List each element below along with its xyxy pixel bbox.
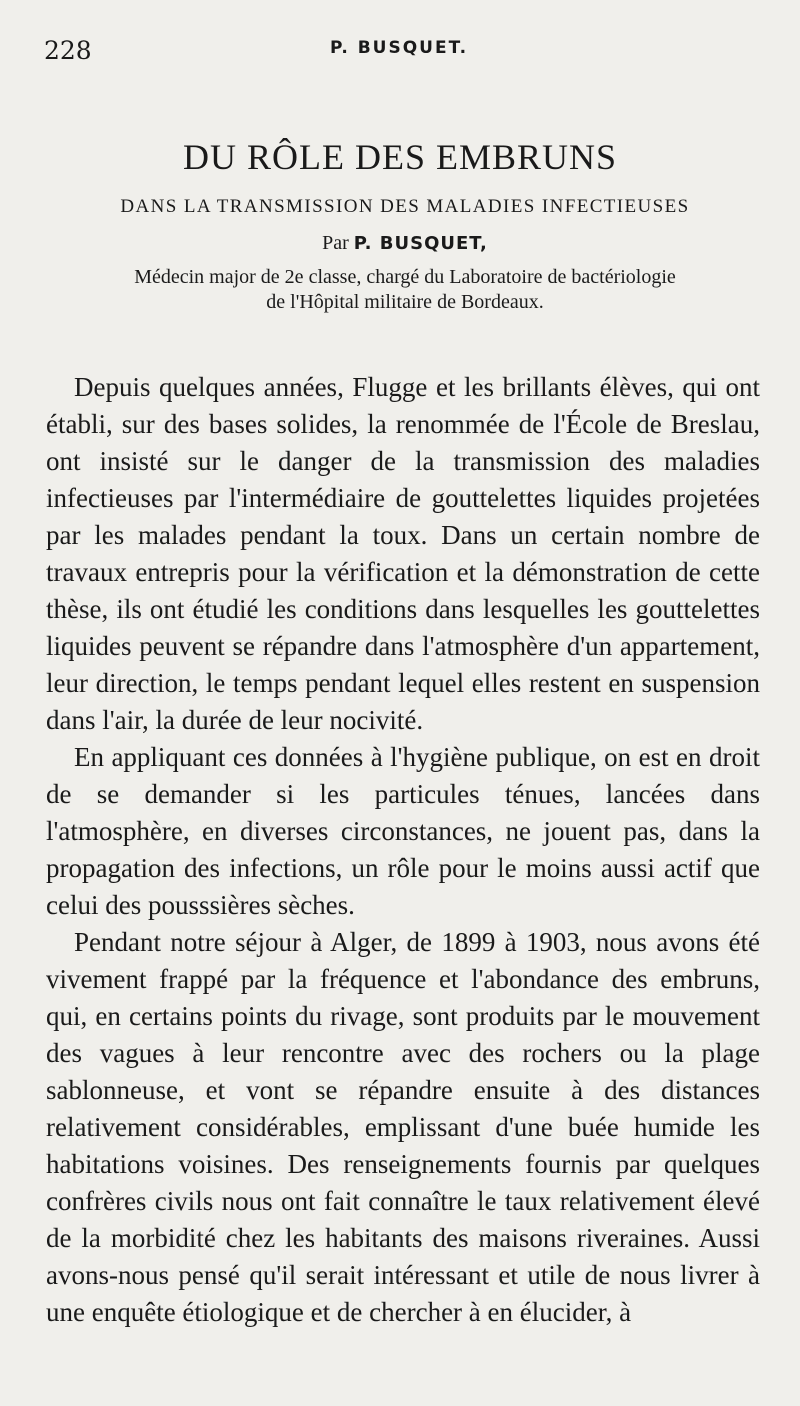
running-title: P. BUSQUET. — [330, 38, 469, 58]
author-affiliation-line-2: de l'Hôpital militaire de Bordeaux. — [266, 291, 544, 313]
article-title: DU RÔLE DES EMBRUNS — [182, 137, 618, 177]
body-paragraph: Depuis quelques années, Flugge et les brillants élèves, qui ont établi, sur des bases solides, la renommée de l'École de Breslau, ont insisté sur le danger de la transmission des maladies infectieuses par l'intermédiaire de gouttelettes liquides projetées par les malades pendant la toux. Dans un certain nombre de travaux entrepris pour la vérification et la démonstration de cette thèse, ils ont étudié les conditions dans lesquelles les gouttelettes liquides peuvent se répandre dans l'atmosphère d'un appartement, leur direction, le temps pendant lequel elles restent en suspension dans l'air, la durée de leur nocivité. — [46, 372, 760, 735]
author-line — [0, 232, 800, 255]
body-paragraph: En appliquant ces données à l'hygiène publique, on est en droit de se demander si les particules ténues, lancées dans l'atmosphère, en diverses circonstances, ne jouent pas, dans la propagation des infections, un rôle pour le moins aussi actif que celui des pousssières sèches. — [46, 742, 760, 920]
author-affiliation-line-1: Médecin major de 2e classe, chargé du Laboratoire de bactériologie — [134, 266, 676, 288]
body-paragraph: Pendant notre séjour à Alger, de 1899 à 1903, nous avons été vivement frappé par la fréquence et l'abondance des embruns, qui, en certains points du rivage, sont produits par le mouvement des vagues à leur rencontre avec des rochers ou la plage sablonneuse, et vont se répandre ensuite à des distances relativement considérables, emplissant d'une buée humide les habitations voisines. Des renseignements fournis par quelques confrères civils nous ont fait connaître le taux relativement élevé de la morbidité chez les habitants des maisons riveraines. Aussi avons-nous pensé qu'il serait intéressant et utile de nous livrer à une enquête étiologique et de chercher à en élucider, à — [46, 927, 760, 1327]
running-header — [0, 36, 800, 68]
article-body — [46, 369, 760, 1331]
article-subtitle: DANS LA TRANSMISSION DES MALADIES INFECTIEUSES — [120, 196, 690, 217]
author-name: P. BUSQUET, — [353, 233, 488, 254]
page-number: 228 — [44, 36, 92, 65]
author-prefix: Par — [322, 232, 349, 254]
